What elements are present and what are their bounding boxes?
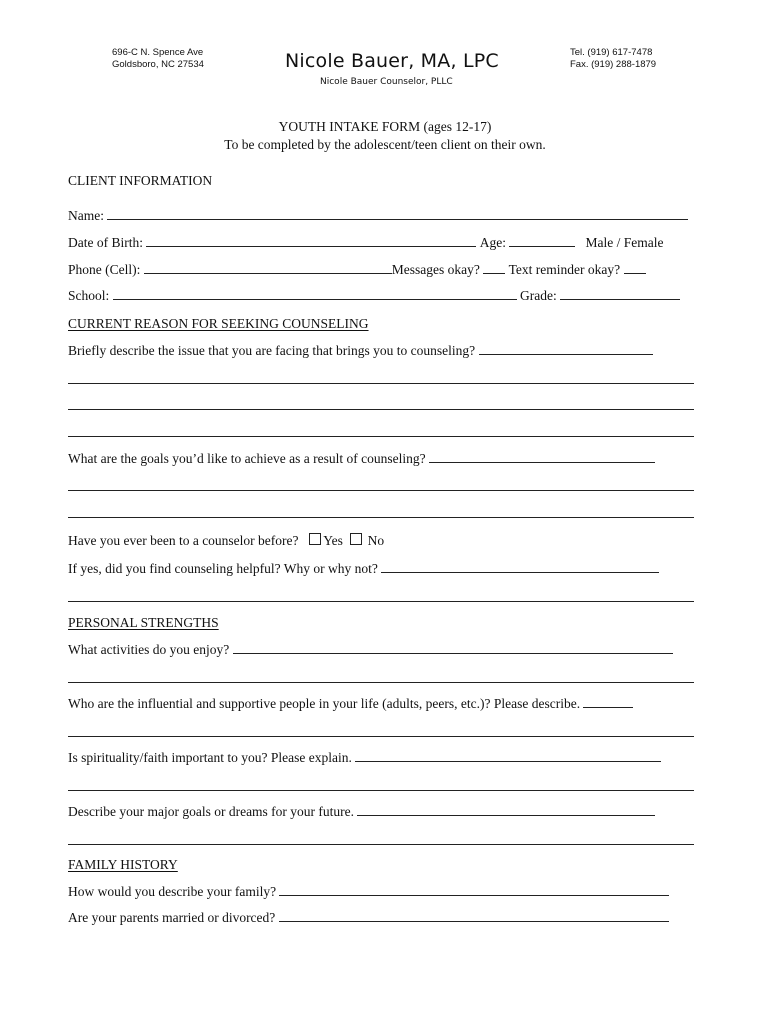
school-row [68, 288, 680, 304]
helpful-question: If yes, did you find counseling helpful? Why or why not? [68, 561, 378, 576]
activities-field[interactable] [233, 642, 673, 654]
practice-name: Nicole Bauer Counselor, PLLC [320, 77, 453, 87]
dob-label: Date of Birth: [68, 235, 143, 250]
people-field[interactable] [583, 696, 633, 708]
issue-line-3[interactable] [68, 436, 694, 437]
address-line1: 696-C N. Spence Ave [112, 47, 204, 58]
messages-label: Messages okay? [391, 262, 480, 277]
fax: Fax. (919) 288-1879 [570, 59, 657, 70]
age-field[interactable] [509, 235, 575, 247]
client-info-heading: CLIENT INFORMATION [68, 173, 213, 188]
text-reminder-label: Text reminder okay? [508, 262, 621, 277]
goals-question: What are the goals you’d like to achieve as a result of counseling? [68, 451, 426, 466]
school-label: School: [68, 288, 110, 303]
yes-label: Yes [323, 533, 343, 548]
parents-row [68, 910, 669, 926]
spirituality-field[interactable] [355, 750, 661, 762]
family-describe-field[interactable] [279, 884, 669, 896]
spirituality-line-1[interactable] [68, 790, 694, 791]
issue-row [68, 343, 653, 359]
issue-line-1[interactable] [68, 383, 694, 384]
family-heading: FAMILY HISTORY [68, 857, 178, 872]
people-line-1[interactable] [68, 736, 694, 737]
telephone: Tel. (919) 617-7478 [570, 47, 653, 58]
issue-field[interactable] [479, 343, 653, 355]
activities-row [68, 642, 673, 658]
name-label: Name: [68, 208, 104, 223]
helpful-line-1[interactable] [68, 601, 694, 602]
phone-field[interactable] [144, 262, 392, 274]
people-row [68, 696, 633, 712]
school-field[interactable] [113, 288, 517, 300]
dob-row [68, 235, 663, 251]
goals-field[interactable] [429, 451, 655, 463]
helpful-row [68, 561, 659, 577]
goals-line-1[interactable] [68, 490, 694, 491]
dreams-line-1[interactable] [68, 844, 694, 845]
activities-line-1[interactable] [68, 682, 694, 683]
parents-question: Are your parents married or divorced? [68, 910, 276, 925]
dreams-question: Describe your major goals or dreams for your future. [68, 804, 355, 819]
spirituality-row [68, 750, 661, 766]
spirituality-question: Is spirituality/faith important to you? Please explain. [68, 750, 352, 765]
name-row [68, 208, 688, 224]
dreams-row [68, 804, 655, 820]
parents-field[interactable] [279, 910, 669, 922]
name-field[interactable] [107, 208, 688, 220]
activities-question: What activities do you enjoy? [68, 642, 230, 657]
yes-checkbox[interactable] [309, 533, 321, 545]
goals-row [68, 451, 655, 467]
phone-row [68, 262, 646, 278]
age-label: Age: [479, 235, 506, 250]
strengths-heading: PERSONAL STRENGTHS [68, 615, 219, 630]
counselor-before-question: Have you ever been to a counselor before? [68, 533, 299, 548]
dob-field[interactable] [146, 235, 476, 247]
goals-line-2[interactable] [68, 517, 694, 518]
phone-label: Phone (Cell): [68, 262, 141, 277]
helpful-field[interactable] [381, 561, 659, 573]
counselor-before-row [68, 533, 384, 549]
grade-field[interactable] [560, 288, 680, 300]
messages-field[interactable] [483, 262, 505, 274]
address-block [112, 47, 204, 71]
contact-block [570, 47, 656, 71]
form-subtitle: To be completed by the adolescent/teen client on their own. [224, 137, 546, 152]
dreams-field[interactable] [357, 804, 655, 816]
gender-options[interactable]: Male / Female [585, 235, 664, 250]
issue-line-2[interactable] [68, 409, 694, 410]
text-reminder-field[interactable] [624, 262, 646, 274]
no-checkbox[interactable] [350, 533, 362, 545]
form-title: YOUTH INTAKE FORM (ages 12-17) [278, 119, 492, 134]
grade-label: Grade: [520, 288, 557, 303]
family-describe-question: How would you describe your family? [68, 884, 277, 899]
reason-heading: CURRENT REASON FOR SEEKING COUNSELING [68, 316, 369, 331]
issue-question: Briefly describe the issue that you are facing that brings you to counseling? [68, 343, 476, 358]
address-line2: Goldsboro, NC 27534 [112, 59, 204, 70]
counselor-name: Nicole Bauer, MA, LPC [285, 50, 499, 72]
family-describe-row [68, 884, 669, 900]
no-label: No [367, 533, 385, 548]
people-question: Who are the influential and supportive people in your life (adults, peers, etc.)? Please describe. [68, 696, 581, 711]
